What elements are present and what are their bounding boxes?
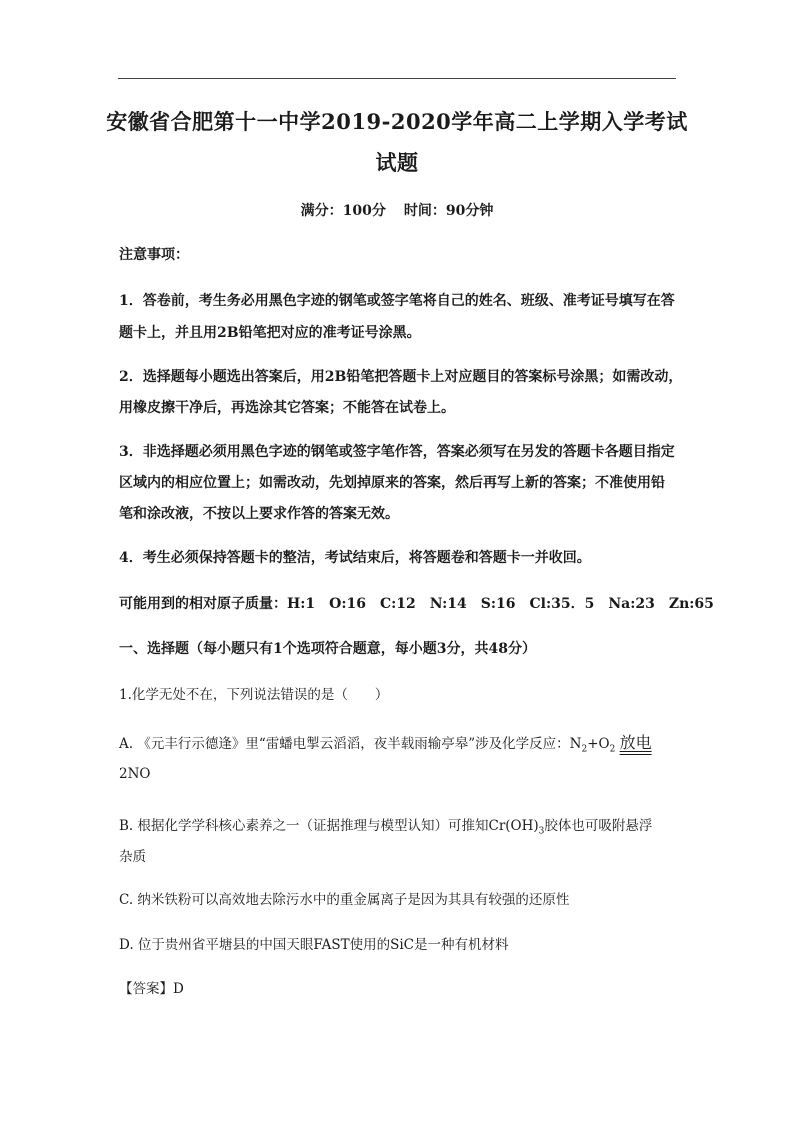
option-b-sub: 3 (538, 826, 545, 837)
option-a-sub1: 2 (581, 744, 588, 755)
option-b (119, 814, 652, 837)
note-1-line1: 1．答卷前，考生务必用黑色字迹的钢笔或签字笔将自己的姓名、班级、准考证号填写在答 (119, 293, 675, 309)
full-score: 满分：100分 (300, 203, 386, 219)
section-1-heading: 一、选择题（每小题只有1个选项符合题意，每小题3分，共48分） (119, 641, 536, 657)
option-a-mid: +O (587, 736, 610, 752)
note-4: 4．考生必须保持答题卡的整洁，考试结束后，将答题卷和答题卡一并收回。 (119, 550, 591, 566)
exam-meta (0, 200, 794, 220)
option-a-sub2: 2 (609, 744, 616, 755)
option-a (119, 730, 652, 755)
option-c: C. 纳米铁粉可以高效地去除污水中的重金属离子是因为其具有较强的还原性 (119, 892, 570, 908)
option-d: D. 位于贵州省平塘县的中国天眼FAST使用的SiC是一种有机材料 (119, 937, 509, 953)
question-1-stem: 1.化学无处不在，下列说法错误的是（ ） (119, 687, 389, 703)
option-a-text: A. 《元丰行示德逢》里“雷蟠电掣云滔滔，夜半载雨输亭皋”涉及化学反应：N (119, 736, 582, 752)
answer: 【答案】D (119, 981, 184, 997)
note-3-line2: 区域内的相应位置上；如需改动，先划掉原来的答案，然后再写上新的答案；不准使用铅 (119, 475, 665, 491)
note-3-line3: 笔和涂改液，不按以上要求作答的答案无效。 (119, 506, 399, 522)
note-1-line2: 题卡上，并且用2B铅笔把对应的准考证号涂黑。 (119, 325, 421, 341)
notes-heading: 注意事项： (119, 247, 189, 263)
atomic-masses: 可能用到的相对原子质量：H:1 O:16 C:12 N:14 S:16 Cl:35．5 Na:23 Zn:65 (119, 596, 714, 612)
note-2-line1: 2．选择题每小题选出答案后，用2B铅笔把答题卡上对应题目的答案标号涂黑；如需改动， (119, 369, 683, 385)
note-3-line1: 3．非选择题必须用黑色字迹的钢笔或签字笔作答，答案必须写在另发的答题卡各题目指定 (119, 444, 675, 460)
doc-title-line1: 安徽省合肥第十一中学2019-2020学年高二上学期入学考试 (106, 109, 688, 134)
doc-title-line2: 试题 (375, 150, 419, 175)
option-b-text1: B. 根据化学学科核心素养之一（证据推理与模型认知）可推知Cr(OH) (119, 818, 539, 834)
option-b-text2: 胶体也可吸附悬浮 (544, 818, 653, 834)
header-rule (118, 78, 676, 79)
note-2-line2: 用橡皮擦干净后，再选涂其它答案；不能答在试卷上。 (119, 400, 455, 416)
time-limit: 时间：90分钟 (403, 203, 494, 219)
option-b-line2: 杂质 (119, 849, 146, 865)
reaction-condition: 放电 (619, 733, 652, 752)
option-a-product: 2NO (119, 766, 151, 782)
